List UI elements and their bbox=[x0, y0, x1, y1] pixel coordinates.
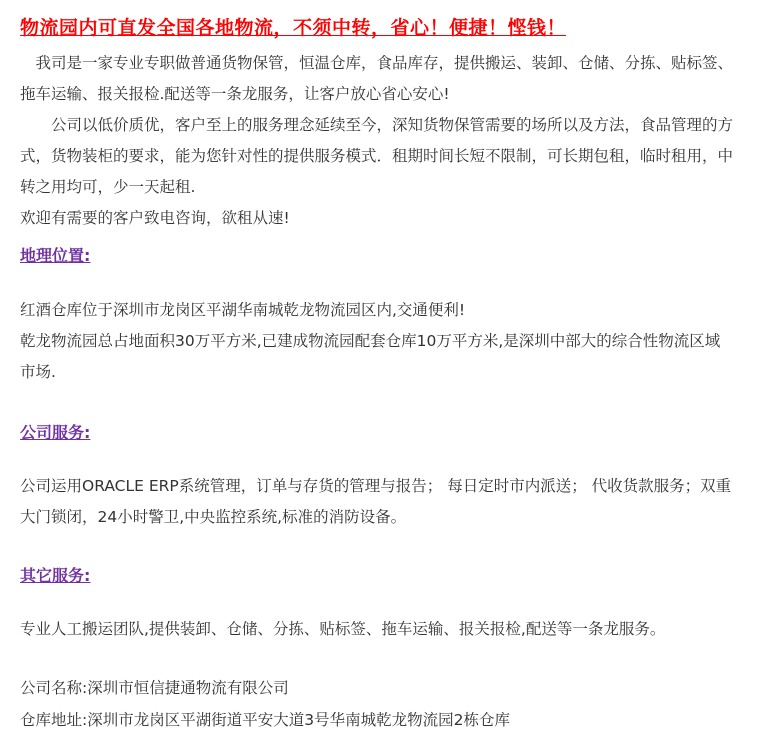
other-services-line-1: 专业人工搬运团队,提供装卸、仓储、分拣、贴标签、拖车运输、报关报检,配送等一条龙服务。 bbox=[20, 620, 666, 638]
location-line-2: 乾龙物流园总占地面积30万平方米,已建成物流园配套仓库10万平方米,是深圳中部大的综合性物流区域市场. bbox=[20, 332, 721, 381]
services-section bbox=[20, 471, 735, 533]
location-line-1: 红酒仓库位于深圳市龙岗区平湖华南城乾龙物流园区内,交通便利! bbox=[20, 301, 466, 319]
location-section bbox=[20, 295, 735, 388]
services-heading: 公司服务: bbox=[20, 423, 91, 442]
warehouse-address: 仓库地址:深圳市龙岗区平湖街道平安大道3号华南城乾龙物流园2栋仓库 bbox=[20, 711, 510, 729]
other-services-section bbox=[20, 614, 735, 645]
intro-paragraph-2: 公司以低价质优，客户至上的服务理念延续至今，深知货物保管需要的场所以及方法，食品管理的方式，货物装柜的要求，能为您针对性的提供服务模式．租期时间长短不限制，可长期包租，临时租用，中转之用均可，少一天起租. bbox=[20, 116, 734, 196]
intro-paragraph-1: 我司是一家专业专职做普通货物保管，恒温仓库，食品库存，提供搬运、装卸、仓储、分拣、贴标签、拖车运输、报关报检.配送等一条龙服务，让客户放心省心安心! bbox=[20, 54, 734, 103]
location-heading: 地理位置: bbox=[20, 246, 91, 265]
intro-paragraph-3: 欢迎有需要的客户致电咨询，欲租从速! bbox=[20, 209, 290, 227]
headline: 物流园内可直发全国各地物流，不须中转，省心！便捷！悭钱！ bbox=[20, 17, 567, 39]
other-services-heading: 其它服务: bbox=[20, 566, 91, 585]
company-name: 公司名称:深圳市恒信捷通物流有限公司 bbox=[20, 679, 289, 697]
services-line-1: 公司运用ORACLE ERP系统管理，订单与存货的管理与报告； 每日定时市内派送； 代收货款服务；双重大门锁闭，24小时警卫,中央监控系统,标准的消防设备。 bbox=[20, 477, 732, 526]
intro-section bbox=[20, 48, 735, 234]
